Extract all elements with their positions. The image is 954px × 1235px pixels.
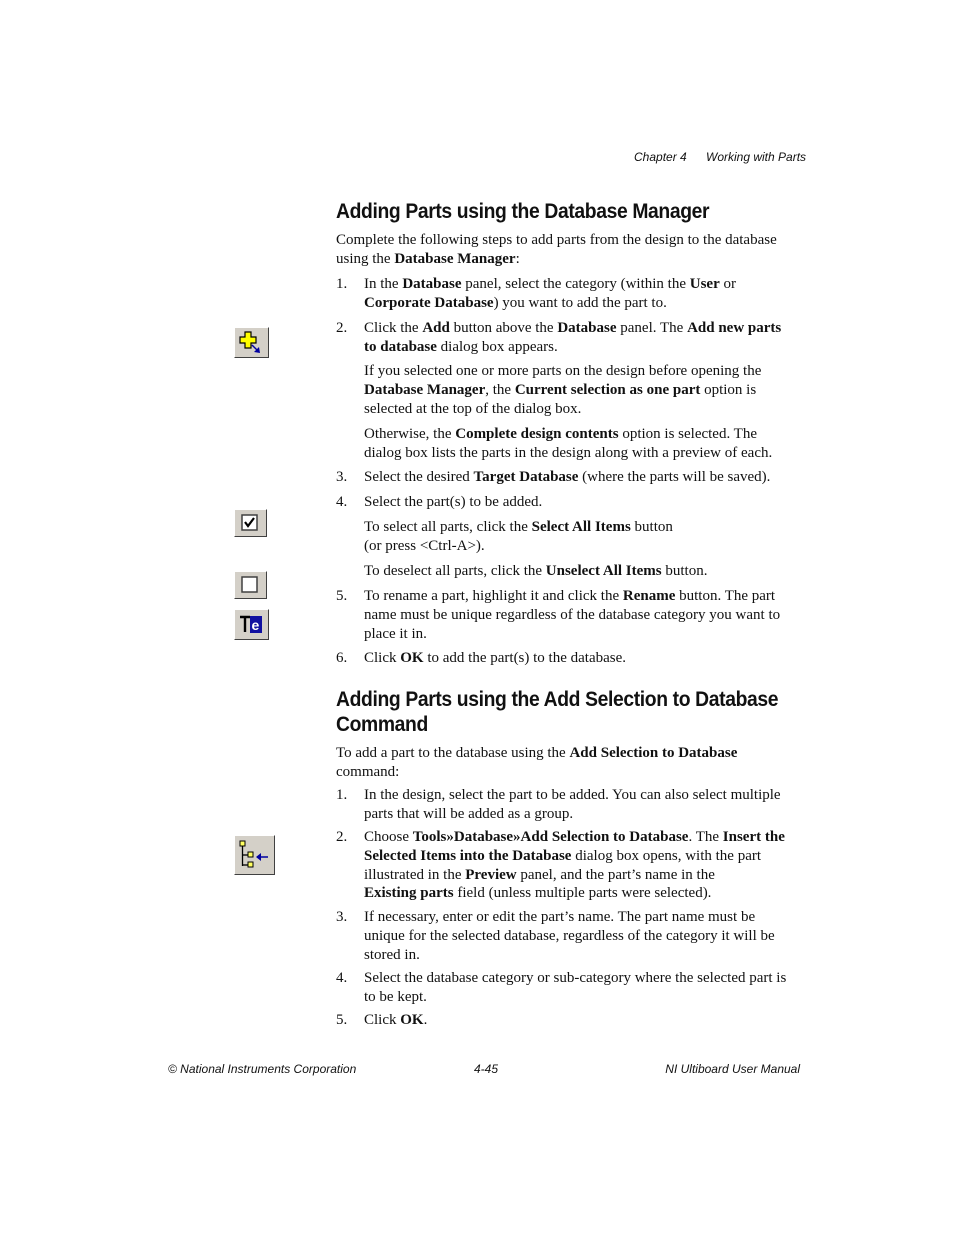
text-line: [364, 537, 809, 556]
svg-text:e: e: [251, 617, 260, 633]
text: , the: [485, 381, 515, 398]
heading-line: Command: [336, 713, 428, 736]
intro-line: Complete the following steps to add parts from the design to the database: [336, 232, 777, 248]
bold-text: Target Database: [473, 469, 579, 485]
text-line: [364, 866, 809, 885]
rename-icon[interactable]: [234, 609, 269, 640]
step-number: 3.: [336, 909, 348, 925]
text: panel, select the category (within the: [461, 276, 690, 292]
text-line: [364, 884, 809, 903]
chapter-title: Working with Parts: [706, 150, 807, 164]
text: option is selected. The: [618, 426, 758, 442]
add-selection-to-database-icon[interactable]: [234, 835, 275, 875]
text: dialog box opens, with the part: [571, 847, 762, 864]
text: To select all parts, click the: [364, 519, 532, 535]
bold-text: OK: [400, 650, 424, 666]
bold-text: Complete design contents: [455, 426, 619, 442]
bold-text: to database: [364, 338, 437, 355]
step-number: 5.: [336, 1012, 348, 1028]
text: to be kept.: [364, 988, 427, 1005]
bold-text: Database Manager: [364, 381, 486, 398]
text-line: [364, 275, 809, 294]
add-part-icon[interactable]: [234, 327, 269, 358]
text: Click: [364, 650, 401, 666]
text: dialog box appears.: [436, 338, 558, 355]
bold-text: Add new parts: [687, 320, 782, 336]
bold-text: Existing parts: [364, 885, 454, 902]
text-line: [364, 908, 809, 927]
bold-text: Database: [402, 276, 462, 292]
text: To add a part to the database using the: [336, 745, 570, 761]
intro-line: command:: [336, 763, 400, 780]
bold-text: Selected Items into the Database: [364, 847, 572, 864]
step-number: 4.: [336, 970, 348, 986]
text: selected at the top of the dialog box.: [364, 400, 582, 417]
text: Select the database category or sub-category where the selected part is: [364, 970, 787, 986]
text: option is: [700, 381, 757, 398]
text: unique for the selected database, regardless of the category it will be: [364, 927, 775, 944]
text: Choose: [364, 829, 413, 845]
text-line: [364, 319, 809, 338]
text: place it in.: [364, 625, 427, 642]
text-line: [364, 518, 809, 537]
list-item-paragraph: [364, 562, 809, 581]
text-line: [364, 805, 809, 824]
bold-text: Rename: [622, 588, 676, 604]
bold-text: Preview: [465, 866, 517, 883]
text: stored in.: [364, 946, 420, 963]
list-item: [364, 786, 809, 824]
text: Click: [364, 1012, 401, 1028]
bold-text: Add Selection to Database: [569, 745, 738, 761]
text-line: [364, 562, 809, 581]
text: If necessary, enter or edit the part’s name. The part name must be: [364, 909, 756, 925]
section2-intro: [336, 744, 806, 782]
text-line: [364, 927, 809, 946]
unselect-all-items-icon[interactable]: [234, 571, 267, 599]
text: . The: [688, 829, 723, 845]
text: button above the: [449, 320, 558, 336]
bold-text: Unselect All Items: [545, 563, 662, 579]
bold-text: Add: [422, 320, 450, 336]
text-line: [364, 587, 809, 606]
text-line: [364, 786, 809, 805]
text-line: [364, 625, 809, 644]
chapter-label: Chapter 4: [634, 150, 687, 164]
step-number: 2.: [336, 829, 348, 845]
text-line: [364, 493, 809, 512]
text-line: [364, 606, 809, 625]
text: Select the part(s) to be added.: [364, 494, 543, 510]
bold-text: User: [689, 276, 720, 292]
section-heading-add-selection: [336, 687, 778, 737]
text: panel, and the part’s name in the: [516, 866, 715, 883]
bold-text: Insert the: [722, 829, 785, 845]
list-item: [364, 908, 809, 964]
bold-text: Corporate Database: [364, 294, 494, 311]
text: (or press <Ctrl-A>).: [364, 537, 485, 554]
step-number: 4.: [336, 494, 348, 510]
text-line: [364, 1011, 809, 1030]
text: Select the desired: [364, 469, 474, 485]
list-item: [364, 649, 809, 668]
text: button: [630, 519, 673, 535]
step-number: 6.: [336, 650, 348, 666]
list-item: [364, 969, 809, 1007]
page-number: 4-45: [474, 1062, 499, 1076]
text-line: [364, 828, 809, 847]
select-all-items-icon[interactable]: [234, 509, 267, 537]
list-item-paragraph: [364, 518, 809, 556]
step-number: 1.: [336, 276, 348, 292]
text: In the: [364, 276, 403, 292]
text: .: [423, 1012, 428, 1028]
bold-text: Tools»Database»Add Selection to Database: [412, 829, 689, 845]
text: dialog box lists the parts in the design along with a preview of each.: [364, 444, 773, 461]
footer-copyright: © National Instruments Corporation: [168, 1062, 357, 1076]
text: to add the part(s) to the database.: [423, 650, 627, 666]
list-item: [364, 587, 809, 643]
step-number: 2.: [336, 320, 348, 336]
text-line: [364, 468, 809, 487]
intro-line: [336, 744, 806, 763]
bold-text: OK: [400, 1012, 424, 1028]
text: :: [515, 250, 520, 267]
text-line: [364, 847, 809, 866]
text-line: [364, 444, 809, 463]
list-item: [364, 468, 809, 487]
text: In the design, select the part to be added. You can also select multiple: [364, 787, 781, 803]
bold-text: Current selection as one part: [514, 381, 701, 398]
text: using the: [336, 250, 395, 267]
text-line: [364, 946, 809, 965]
text: name must be unique regardless of the database category you want to: [364, 606, 781, 623]
text-line: [364, 362, 809, 381]
bold-text: Database Manager: [394, 250, 516, 267]
text: or: [719, 276, 736, 292]
step-number: 1.: [336, 787, 348, 803]
text-line: [364, 338, 809, 357]
text: Click the: [364, 320, 423, 336]
list-item: [364, 319, 809, 357]
footer-manual-title: NI Ultiboard User Manual: [665, 1062, 800, 1076]
text-line: [364, 381, 809, 400]
text: parts that will be added as a group.: [364, 805, 574, 822]
list-item-paragraph: [364, 362, 809, 418]
text: button. The part: [675, 588, 776, 604]
text-line: [364, 649, 809, 668]
step-number: 3.: [336, 469, 348, 485]
list-item: [364, 1011, 809, 1030]
heading-line: Adding Parts using the Add Selection to Database: [336, 688, 779, 711]
list-item-paragraph: [364, 425, 809, 463]
text: ) you want to add the part to.: [493, 294, 667, 311]
step-number: 5.: [336, 588, 348, 604]
text: field (unless multiple parts were selected).: [453, 885, 712, 902]
text-line: [364, 425, 809, 444]
text: (where the parts will be saved).: [578, 469, 771, 485]
list-item: [364, 493, 809, 512]
section-heading-database-manager: Adding Parts using the Database Manager: [336, 200, 710, 223]
intro-line: [336, 250, 806, 269]
text: If you selected one or more parts on the design before opening the: [364, 363, 762, 379]
text-line: [364, 294, 809, 313]
list-item: [364, 828, 809, 903]
text-line: [364, 988, 809, 1007]
text-line: [364, 400, 809, 419]
list-item: [364, 275, 809, 313]
text-line: [364, 969, 809, 988]
text: Otherwise, the: [364, 426, 456, 442]
text: To rename a part, highlight it and click the: [364, 588, 623, 604]
text: panel. The: [616, 320, 688, 336]
text: illustrated in the: [364, 866, 466, 883]
bold-text: Database: [557, 320, 617, 336]
bold-text: Select All Items: [531, 519, 631, 535]
text: button.: [661, 563, 708, 579]
text: To deselect all parts, click the: [364, 563, 546, 579]
section1-intro: [336, 231, 806, 269]
